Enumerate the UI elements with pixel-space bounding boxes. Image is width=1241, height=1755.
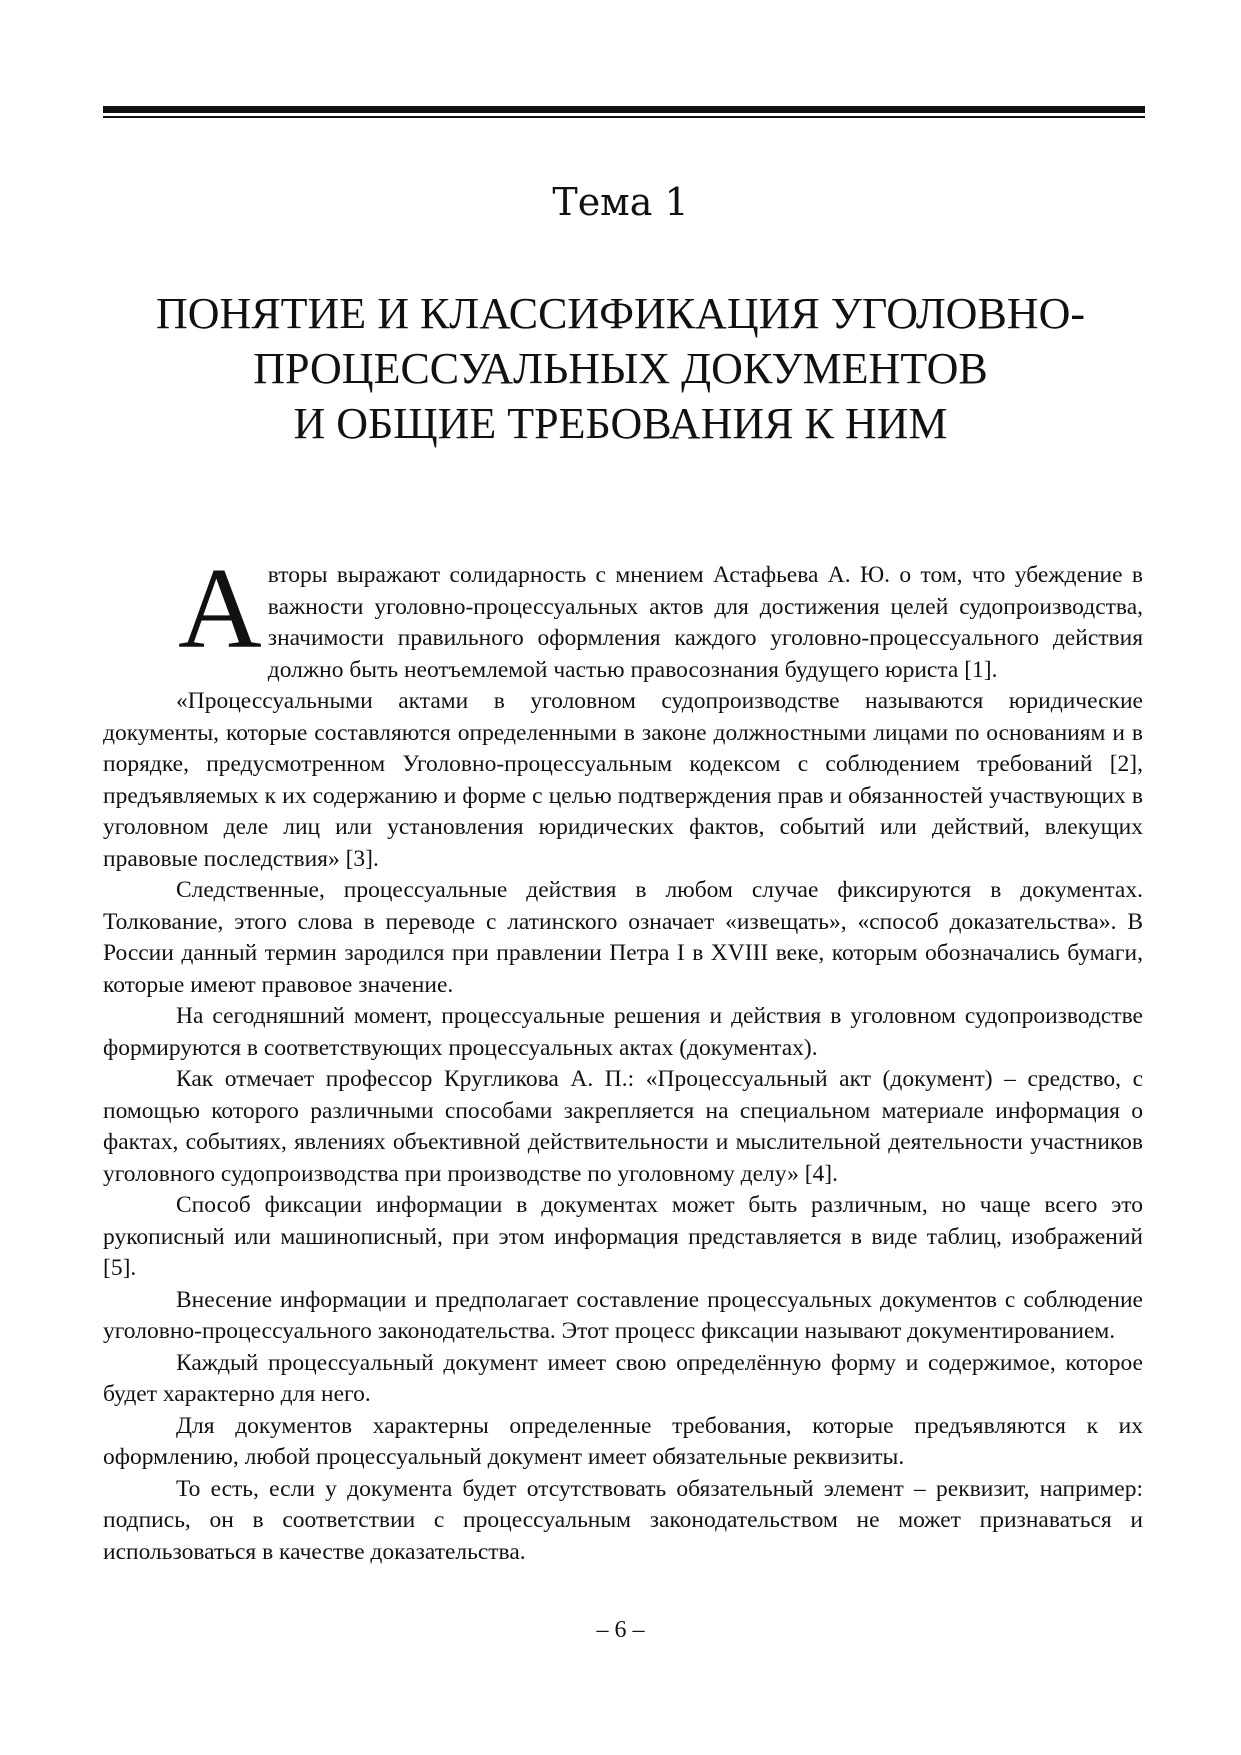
paragraph: Следственные, процессуальные действия в любом случае фиксируются в документах. Толкование, этого слова в переводе с латинского означает «извещать», «способ доказательства». В России данный термин зародился при правлении Петра I в XVIII веке, которым обозначались бумаги, которые имеют правовое значение. <box>103 877 1143 998</box>
paragraph-intro-text: вторы выражают солидарность с мнением Астафьева А. Ю. о том, что убеждение в важности уголовно-процессуальных актов для достижения целей судопроизводства, значимости правильного оформления каждого уголовно-процессуального действия должно быть неотъемлемой частью правосознания будущего юриста [1]. <box>267 562 1143 683</box>
chapter-title <box>60 286 1181 451</box>
page-number: – 6 – <box>596 1617 645 1643</box>
paragraph: Для документов характерны определенные требования, которые предъявляются к их оформлению, любой процессуальный документ имеет обязательные реквизиты. <box>103 1412 1143 1470</box>
chapter-title-line: И ОБЩИЕ ТРЕБОВАНИЯ К НИМ <box>293 399 948 448</box>
header-rule-thin <box>103 116 1145 118</box>
paragraph-intro <box>103 545 1143 686</box>
chapter-title-line: ПРОЦЕССУАЛЬНЫХ ДОКУМЕНТОВ <box>253 344 988 393</box>
body-text <box>103 545 1143 1568</box>
paragraph: То есть, если у документа будет отсутствовать обязательный элемент – реквизит, например: подпись, он в соответствии с процессуальным законодательством не может признаваться и использоваться в качестве доказательства. <box>103 1475 1143 1565</box>
header-rule-thick <box>103 106 1145 113</box>
drop-cap: А <box>178 545 262 673</box>
paragraph: Внесение информации и предполагает составление процессуальных документов с соблюдение уголовно-процессуального законодательства. Этот процесс фиксации называют документированием. <box>103 1286 1143 1344</box>
paragraph: Способ фиксации информации в документах может быть различным, но чаще всего это рукописный или машинописный, при этом информация представляется в виде таблиц, изображений [5]. <box>103 1192 1143 1281</box>
paragraph: Как отмечает профессор Кругликова А. П.: «Процессуальный акт (документ) – средство, с помощью которого различными способами закрепляется на специальном материале информация о фактах, событиях, явлениях объективной действительности и мыслительной деятельности участников уголовного судопроизводства при производстве по уголовному делу» [4]. <box>103 1066 1143 1187</box>
paragraph: «Процессуальными актами в уголовном судопроизводстве называются юридические документы, которые составляются определенными в законе должностными лицами по основаниям и в порядке, предусмотренном Уголовно-процессуальным кодексом с соблюдением требований [2], предъявляемых к их содержанию и форме с целью подтверждения прав и обязанностей участвующих в уголовном деле лиц или установления юридических фактов, событий или действий, влекущих правовые последствия» [3]. <box>103 688 1143 872</box>
paragraph: Каждый процессуальный документ имеет свою определённую форму и содержимое, которое будет характерно для него. <box>103 1349 1143 1407</box>
header-rule <box>103 106 1145 118</box>
chapter-label: Тема 1 <box>552 180 689 224</box>
chapter-title-line: ПОНЯТИЕ И КЛАССИФИКАЦИЯ УГОЛОВНО- <box>155 289 1086 338</box>
paragraph: На сегодняшний момент, процессуальные решения и действия в уголовном судопроизводстве формируются в соответствующих процессуальных актах (документах). <box>103 1003 1143 1061</box>
